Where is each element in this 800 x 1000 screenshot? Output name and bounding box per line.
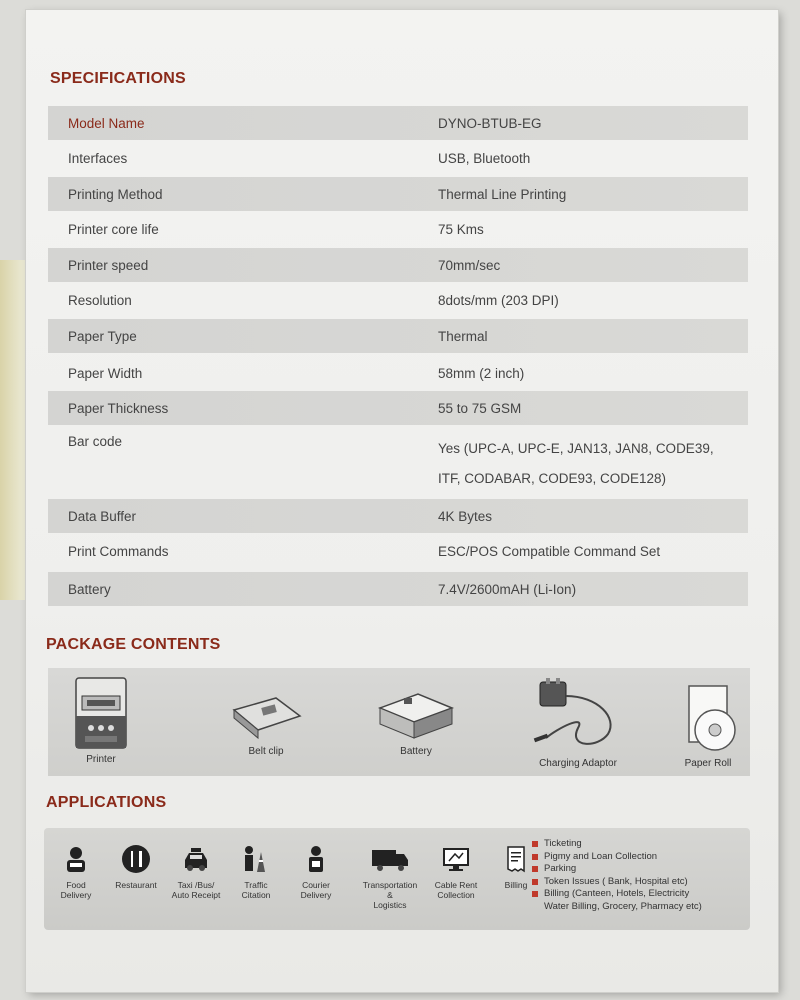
belt-clip-icon (226, 692, 306, 742)
spec-row (48, 177, 748, 211)
spec-value: 58mm (2 inch) (438, 365, 525, 381)
spec-key: Paper Width (68, 365, 143, 381)
spec-key: Printer core life (68, 221, 159, 237)
application-label-line1: Billing (504, 880, 528, 890)
spec-row (48, 572, 748, 606)
specifications-title: SPECIFICATIONS (50, 70, 186, 87)
package-item (366, 688, 466, 757)
spec-row (48, 283, 748, 317)
application-label-line2: Collection (437, 890, 475, 900)
package-item-label: Battery (400, 746, 432, 757)
truck-icon (370, 844, 410, 874)
spec-key: Printing Method (68, 186, 163, 202)
courier-icon (301, 844, 331, 874)
package-item-label: Charging Adaptor (539, 758, 617, 769)
spec-row (48, 106, 748, 140)
spec-value: ESC/POS Compatible Command Set (438, 543, 661, 559)
application-label-line1: Courier (302, 880, 330, 890)
spec-key: Print Commands (68, 543, 169, 559)
package-item (518, 678, 638, 769)
application-label-line2: & (387, 890, 393, 900)
application-item (108, 844, 164, 890)
traffic-icon (241, 844, 271, 874)
application-list-item-continued: Water Billing, Grocery, Pharmacy etc) (544, 900, 702, 912)
battery-icon (374, 688, 458, 742)
spec-value: 70mm/sec (438, 257, 501, 273)
spec-value: Thermal (438, 328, 488, 344)
spec-row (48, 356, 748, 390)
spec-key: Paper Type (68, 328, 137, 344)
spec-key: Interfaces (68, 150, 128, 166)
spec-value: 55 to 75 GSM (438, 400, 522, 416)
printer-icon (73, 676, 129, 750)
spec-value-continued: ITF, CODABAR, CODE93, CODE128) (438, 471, 667, 486)
package-contents-title: PACKAGE CONTENTS (46, 636, 221, 653)
paper-roll-icon (675, 682, 741, 754)
adaptor-icon (528, 678, 628, 754)
application-item (48, 844, 104, 900)
spec-row (48, 248, 748, 282)
spec-row (48, 499, 748, 533)
box-edge (0, 260, 26, 600)
spec-key: Paper Thickness (68, 400, 169, 416)
spec-row (48, 391, 748, 425)
spec-row (48, 426, 748, 496)
application-label-line1: Food (66, 880, 86, 890)
spec-value: 75 Kms (438, 221, 484, 237)
spec-row (48, 319, 748, 353)
package-item-label: Printer (86, 754, 116, 765)
food-delivery-icon (61, 844, 91, 874)
package-item-label: Belt clip (248, 746, 284, 757)
spec-value: Thermal Line Printing (438, 186, 567, 202)
applications-title: APPLICATIONS (46, 794, 167, 811)
product-box (26, 10, 778, 992)
spec-key: Model Name (68, 115, 145, 131)
application-label-line2: Auto Receipt (171, 890, 221, 900)
application-item (288, 844, 344, 900)
application-label-line1: Traffic (244, 880, 268, 890)
spec-value: 7.4V/2600mAH (Li-Ion) (438, 581, 577, 597)
package-item (66, 676, 136, 765)
applications-list (532, 838, 702, 913)
spec-key: Bar code (68, 434, 123, 449)
application-list-item: Billing (Canteen, Hotels, Electricity (532, 888, 702, 901)
spec-value-multiline (408, 426, 748, 494)
application-list-item: Pigmy and Loan Collection (532, 851, 702, 864)
spec-row (48, 141, 748, 175)
application-label-line1: Transportation (362, 880, 418, 890)
spec-key: Battery (68, 581, 111, 597)
applications-panel (44, 828, 750, 930)
application-item (168, 844, 224, 900)
cable-rent-icon (441, 844, 471, 874)
restaurant-icon (121, 844, 151, 874)
application-label-line1: Restaurant (115, 880, 157, 890)
spec-value: USB, Bluetooth (438, 150, 531, 166)
package-item (216, 692, 316, 757)
spec-key: Printer speed (68, 257, 149, 273)
application-label-line1: Taxi /Bus/ (177, 880, 215, 890)
spec-value: Yes (UPC-A, UPC-E, JAN13, JAN8, CODE39, (438, 441, 714, 456)
application-label-line3: Logistics (373, 900, 407, 910)
spec-value: 8dots/mm (203 DPI) (438, 292, 559, 308)
application-list-item: Token Issues ( Bank, Hospital etc) (532, 876, 702, 889)
application-item (428, 844, 484, 900)
application-list-item: Parking (532, 863, 702, 876)
application-label-line2: Citation (241, 890, 271, 900)
taxi-icon (181, 844, 211, 874)
spec-row (48, 534, 748, 568)
application-item (228, 844, 284, 900)
application-list-item: Ticketing (532, 838, 702, 851)
spec-value: DYNO-BTUB-EG (438, 115, 542, 131)
application-label-line2: Delivery (60, 890, 92, 900)
application-item (356, 844, 424, 910)
application-label-line2: Delivery (300, 890, 332, 900)
package-item-label: Paper Roll (684, 758, 732, 769)
spec-value: 4K Bytes (438, 508, 493, 524)
package-item (668, 682, 748, 769)
spec-key: Data Buffer (68, 508, 137, 524)
package-contents-panel (48, 668, 750, 776)
spec-row (48, 212, 748, 246)
spec-key: Resolution (68, 292, 132, 308)
application-label-line1: Cable Rent (434, 880, 478, 890)
billing-icon (501, 844, 531, 874)
